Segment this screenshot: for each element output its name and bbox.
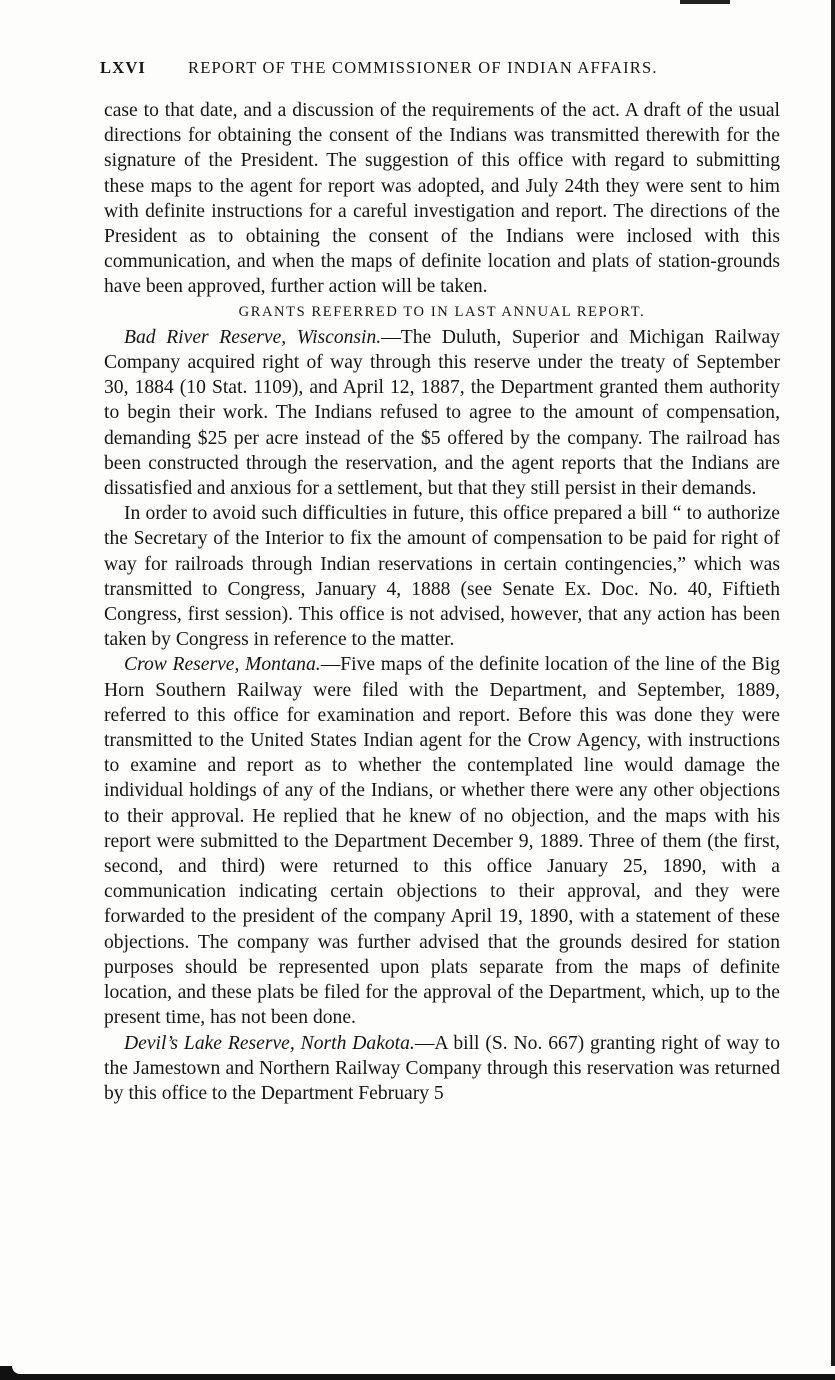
paragraph-caption: Crow Reserve, Montana. <box>124 654 321 676</box>
page-bottom-curl <box>12 1366 835 1374</box>
page-bottom-edge <box>0 1366 835 1380</box>
paragraph-crow <box>104 652 780 1030</box>
page-header <box>100 58 780 86</box>
paragraph-caption: Devil’s Lake Reserve, North Dakota. <box>124 1032 415 1054</box>
paragraph-text: —Five maps of the definite location of the line of the Big Horn Southern Railway were filed with the Department, and September, 1889, referred to this office for examination and report. Before this was done they were transmitted to the United States Indian agent for the Crow Agency, with instructions to examine and report as to whether the contemplated line would damage the individual holdings of any of the Indians, or whether there were any other objections to their approval. He replied that he knew of no objection, and the maps with his report were submitted to the Department December 9, 1889. Three of them (the first, second, and third) were returned to this office January 25, 1890, with a communication indicating certain objections to their approval, and they were forwarded to the president of the company April 19, 1890, with a statement of these objections. The company was further advised that the grounds desired for station purposes should be represented upon plats separate from the maps of definite location, and these plats be filed for the approval of the Department, which, up to the present time, has not been done. <box>104 654 780 1029</box>
paragraph-text: —A bill (S. No. 667) granting right of way to the Jamestown and Northern Railway Company through this reservation was returned by this office to the Department February 5 <box>104 1032 781 1104</box>
paragraph-bad-river <box>104 325 780 501</box>
section-heading: GRANTS REFERRED TO IN LAST ANNUAL REPORT. <box>238 303 646 320</box>
page-number: LXVI <box>100 58 147 77</box>
running-title: REPORT OF THE COMMISSIONER OF INDIAN AFFAIRS. <box>188 58 658 77</box>
paragraph-continuation: case to that date, and a discussion of the requirements of the act. A draft of the usual directions for obtaining the consent of the Indians was transmitted therewith for the signature of the President. The suggestion of this office with regard to submitting these maps to the agent for report was adopted, and July 24th they were sent to him with definite instructions for a careful investigation and report. The directions of the President as to obtaining the consent of the Indians were inclosed with this communication, and when the maps of definite location and plats of station-grounds have been approved, further action will be taken. <box>104 100 780 298</box>
scan-mark <box>680 0 730 4</box>
paragraph-text: —The Duluth, Superior and Michigan Railway Company acquired right of way through this reserve under the treaty of September 30, 1884 (10 Stat. 1109), and April 12, 1887, the Department granted them authority to begin their work. The Indians refused to agree to the amount of compensation, demanding $25 per acre instead of the $5 offered by the company. The railroad has been constructed through the reservation, and the agent reports that the Indians are dissatisfied and anxious for a settlement, but that they still persist in their demands. <box>104 326 780 500</box>
body-text <box>104 98 780 1106</box>
paragraph-bill: In order to avoid such difficulties in future, this office prepared a bill “ to authorize the Secretary of the Interior to fix the amount of compensation to be paid for right of way for railroads through Indian reservations in certain contingencies,” which was transmitted to Congress, January 4, 1888 (see Senate Ex. Doc. No. 40, Fiftieth Congress, first session). This office is not advised, however, that any action has been taken by Congress in reference to the matter. <box>104 503 780 651</box>
paragraph-devils-lake <box>104 1031 780 1107</box>
paragraph-caption: Bad River Reserve, Wisconsin. <box>124 326 382 348</box>
page-edge <box>831 0 835 1380</box>
